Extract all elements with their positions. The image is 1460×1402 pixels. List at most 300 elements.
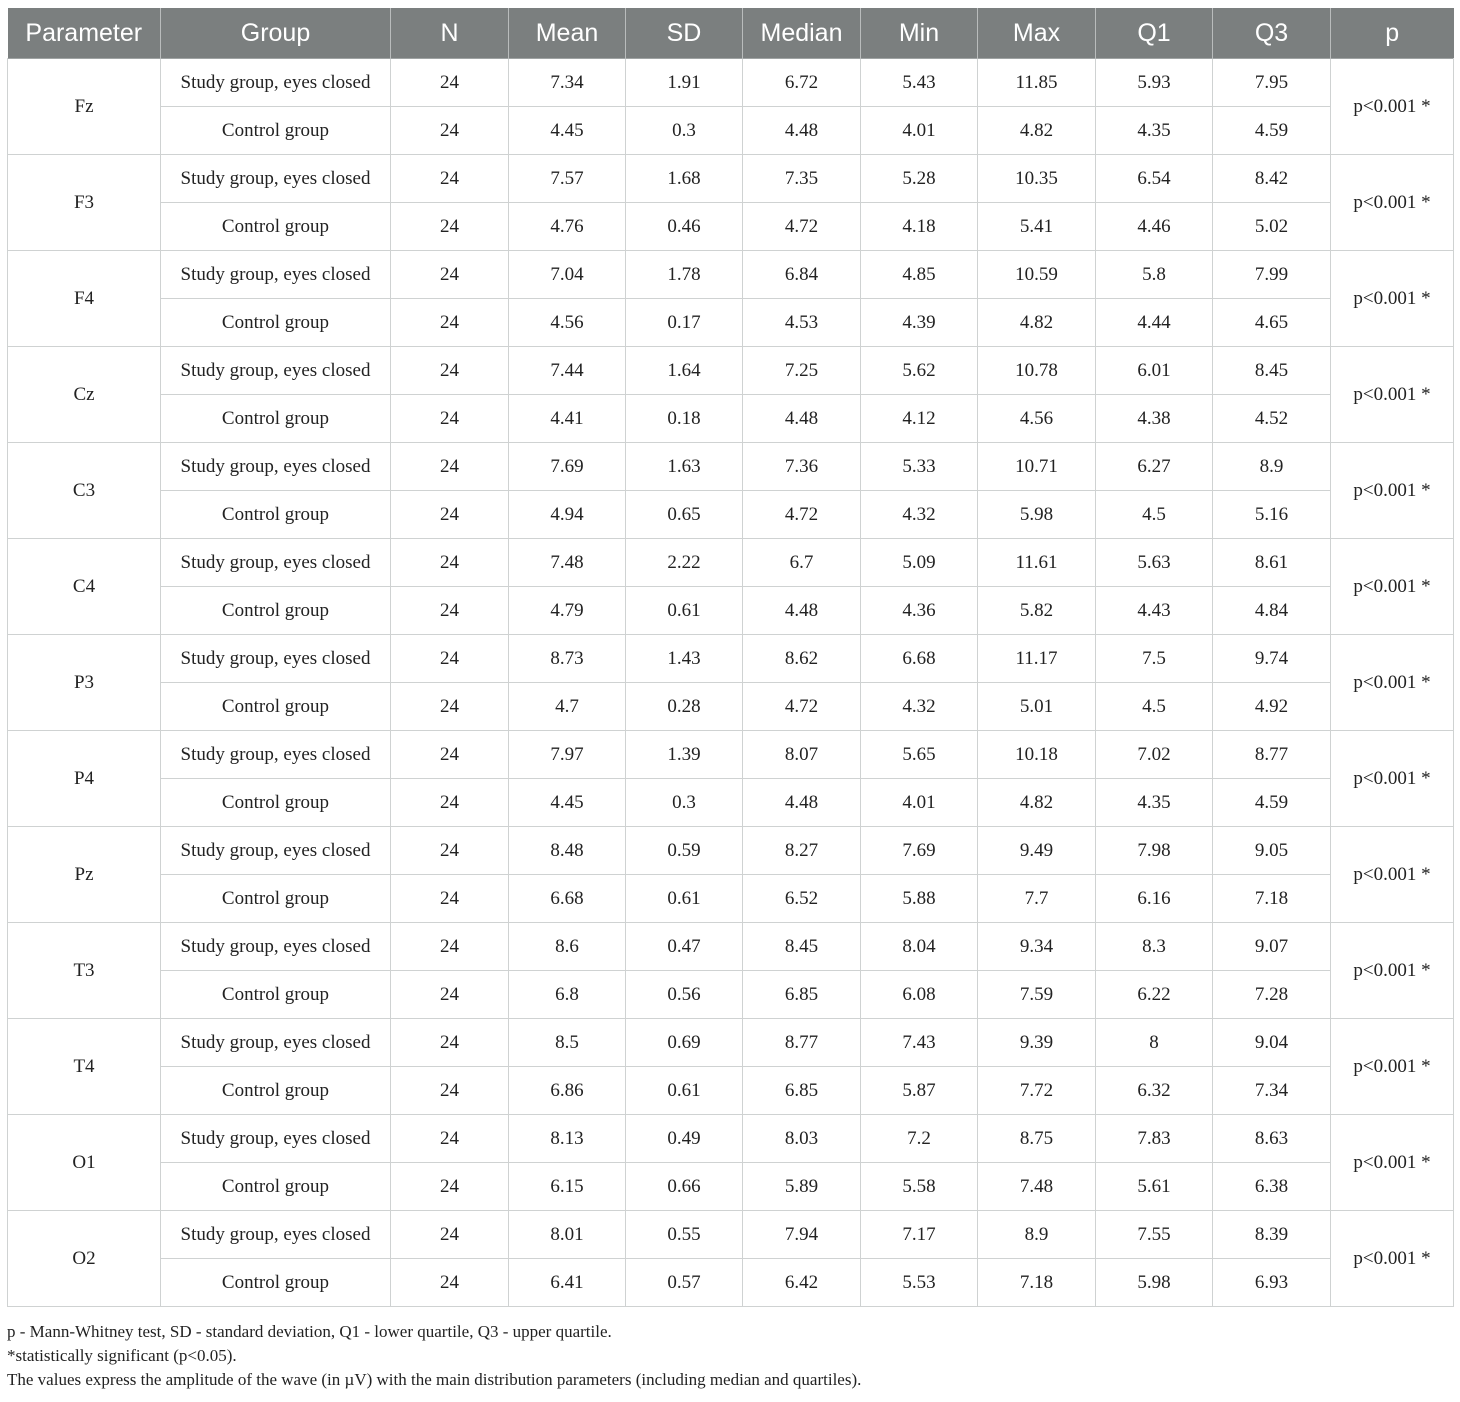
n-cell: 24 <box>391 1115 509 1163</box>
sd-cell: 2.22 <box>626 539 743 587</box>
footnote-significance: *statistically significant (p<0.05). <box>7 1346 237 1365</box>
min-cell: 4.01 <box>861 779 978 827</box>
parameter-cell: Fz <box>8 59 161 155</box>
group-cell: Study group, eyes closed <box>161 347 391 395</box>
q1-cell: 5.8 <box>1096 251 1213 299</box>
parameter-cell: F3 <box>8 155 161 251</box>
q3-cell: 9.05 <box>1213 827 1331 875</box>
table-footnotes <box>7 1320 1453 1392</box>
q3-cell: 6.93 <box>1213 1259 1331 1307</box>
max-cell: 7.59 <box>978 971 1096 1019</box>
n-cell: 24 <box>391 491 509 539</box>
q3-cell: 5.16 <box>1213 491 1331 539</box>
table-row <box>8 1115 1454 1163</box>
p-value-cell: p<0.001 * <box>1331 539 1454 635</box>
mean-cell: 4.79 <box>509 587 626 635</box>
min-cell: 5.43 <box>861 59 978 107</box>
median-cell: 7.35 <box>743 155 861 203</box>
group-cell: Control group <box>161 1067 391 1115</box>
sd-cell: 0.17 <box>626 299 743 347</box>
q3-cell: 5.02 <box>1213 203 1331 251</box>
p-value-cell: p<0.001 * <box>1331 731 1454 827</box>
mean-cell: 4.7 <box>509 683 626 731</box>
q1-cell: 4.38 <box>1096 395 1213 443</box>
min-cell: 5.87 <box>861 1067 978 1115</box>
n-cell: 24 <box>391 443 509 491</box>
min-cell: 4.36 <box>861 587 978 635</box>
q3-cell: 9.07 <box>1213 923 1331 971</box>
max-cell: 7.18 <box>978 1259 1096 1307</box>
table-row <box>8 299 1454 347</box>
median-cell: 6.7 <box>743 539 861 587</box>
q1-cell: 6.54 <box>1096 155 1213 203</box>
group-cell: Control group <box>161 491 391 539</box>
table-row <box>8 107 1454 155</box>
group-cell: Control group <box>161 299 391 347</box>
min-cell: 5.58 <box>861 1163 978 1211</box>
p-value-cell: p<0.001 * <box>1331 443 1454 539</box>
parameter-cell: C4 <box>8 539 161 635</box>
q1-cell: 5.63 <box>1096 539 1213 587</box>
group-cell: Control group <box>161 1163 391 1211</box>
parameter-cell: C3 <box>8 443 161 539</box>
mean-cell: 6.8 <box>509 971 626 1019</box>
header-sd: SD <box>626 8 743 59</box>
group-cell: Control group <box>161 779 391 827</box>
min-cell: 4.85 <box>861 251 978 299</box>
p-value-cell: p<0.001 * <box>1331 635 1454 731</box>
max-cell: 11.85 <box>978 59 1096 107</box>
min-cell: 4.01 <box>861 107 978 155</box>
n-cell: 24 <box>391 1259 509 1307</box>
max-cell: 8.75 <box>978 1115 1096 1163</box>
max-cell: 5.98 <box>978 491 1096 539</box>
n-cell: 24 <box>391 1019 509 1067</box>
median-cell: 4.53 <box>743 299 861 347</box>
group-cell: Study group, eyes closed <box>161 1211 391 1259</box>
parameter-cell: O1 <box>8 1115 161 1211</box>
table-row <box>8 1211 1454 1259</box>
group-cell: Study group, eyes closed <box>161 731 391 779</box>
n-cell: 24 <box>391 779 509 827</box>
table-row <box>8 971 1454 1019</box>
mean-cell: 4.45 <box>509 779 626 827</box>
q3-cell: 8.42 <box>1213 155 1331 203</box>
n-cell: 24 <box>391 107 509 155</box>
q1-cell: 6.01 <box>1096 347 1213 395</box>
group-cell: Control group <box>161 395 391 443</box>
table-row <box>8 395 1454 443</box>
min-cell: 5.53 <box>861 1259 978 1307</box>
n-cell: 24 <box>391 971 509 1019</box>
q3-cell: 4.65 <box>1213 299 1331 347</box>
max-cell: 4.82 <box>978 107 1096 155</box>
min-cell: 4.32 <box>861 491 978 539</box>
median-cell: 6.72 <box>743 59 861 107</box>
group-cell: Control group <box>161 107 391 155</box>
n-cell: 24 <box>391 1163 509 1211</box>
median-cell: 7.36 <box>743 443 861 491</box>
min-cell: 5.33 <box>861 443 978 491</box>
q3-cell: 4.92 <box>1213 683 1331 731</box>
max-cell: 9.34 <box>978 923 1096 971</box>
table-row <box>8 683 1454 731</box>
min-cell: 4.12 <box>861 395 978 443</box>
median-cell: 7.25 <box>743 347 861 395</box>
mean-cell: 6.68 <box>509 875 626 923</box>
sd-cell: 0.61 <box>626 1067 743 1115</box>
q3-cell: 6.38 <box>1213 1163 1331 1211</box>
q1-cell: 4.43 <box>1096 587 1213 635</box>
n-cell: 24 <box>391 395 509 443</box>
group-cell: Control group <box>161 683 391 731</box>
table-row <box>8 779 1454 827</box>
sd-cell: 1.68 <box>626 155 743 203</box>
median-cell: 4.48 <box>743 395 861 443</box>
q1-cell: 5.61 <box>1096 1163 1213 1211</box>
median-cell: 4.48 <box>743 779 861 827</box>
mean-cell: 8.6 <box>509 923 626 971</box>
sd-cell: 0.46 <box>626 203 743 251</box>
statistics-table <box>7 8 1454 1307</box>
table-row <box>8 731 1454 779</box>
sd-cell: 0.18 <box>626 395 743 443</box>
median-cell: 6.85 <box>743 1067 861 1115</box>
sd-cell: 0.28 <box>626 683 743 731</box>
median-cell: 8.77 <box>743 1019 861 1067</box>
max-cell: 9.39 <box>978 1019 1096 1067</box>
median-cell: 4.72 <box>743 683 861 731</box>
sd-cell: 0.65 <box>626 491 743 539</box>
q1-cell: 4.35 <box>1096 779 1213 827</box>
table-row <box>8 923 1454 971</box>
header-p: p <box>1331 8 1454 59</box>
sd-cell: 0.55 <box>626 1211 743 1259</box>
median-cell: 4.72 <box>743 203 861 251</box>
n-cell: 24 <box>391 731 509 779</box>
p-value-cell: p<0.001 * <box>1331 1115 1454 1211</box>
n-cell: 24 <box>391 203 509 251</box>
min-cell: 5.28 <box>861 155 978 203</box>
q3-cell: 8.45 <box>1213 347 1331 395</box>
q1-cell: 5.93 <box>1096 59 1213 107</box>
q1-cell: 7.55 <box>1096 1211 1213 1259</box>
q3-cell: 7.28 <box>1213 971 1331 1019</box>
group-cell: Control group <box>161 203 391 251</box>
parameter-cell: P3 <box>8 635 161 731</box>
q3-cell: 9.74 <box>1213 635 1331 683</box>
sd-cell: 0.3 <box>626 779 743 827</box>
median-cell: 4.72 <box>743 491 861 539</box>
table-row <box>8 827 1454 875</box>
max-cell: 9.49 <box>978 827 1096 875</box>
median-cell: 6.42 <box>743 1259 861 1307</box>
footnote-units: The values express the amplitude of the wave (in µV) with the main distribution parameters (including median and quartiles). <box>7 1370 862 1389</box>
sd-cell: 0.61 <box>626 875 743 923</box>
group-cell: Control group <box>161 875 391 923</box>
group-cell: Study group, eyes closed <box>161 827 391 875</box>
parameter-cell: P4 <box>8 731 161 827</box>
max-cell: 7.48 <box>978 1163 1096 1211</box>
mean-cell: 7.57 <box>509 155 626 203</box>
mean-cell: 4.76 <box>509 203 626 251</box>
min-cell: 4.18 <box>861 203 978 251</box>
n-cell: 24 <box>391 1211 509 1259</box>
sd-cell: 0.56 <box>626 971 743 1019</box>
q1-cell: 4.5 <box>1096 683 1213 731</box>
min-cell: 7.69 <box>861 827 978 875</box>
q1-cell: 4.35 <box>1096 107 1213 155</box>
sd-cell: 0.61 <box>626 587 743 635</box>
median-cell: 8.45 <box>743 923 861 971</box>
mean-cell: 8.01 <box>509 1211 626 1259</box>
p-value-cell: p<0.001 * <box>1331 251 1454 347</box>
table-row <box>8 1067 1454 1115</box>
max-cell: 10.35 <box>978 155 1096 203</box>
sd-cell: 1.39 <box>626 731 743 779</box>
header-median: Median <box>743 8 861 59</box>
max-cell: 4.82 <box>978 779 1096 827</box>
group-cell: Study group, eyes closed <box>161 443 391 491</box>
table-row <box>8 251 1454 299</box>
header-parameter: Parameter <box>8 8 161 59</box>
group-cell: Control group <box>161 971 391 1019</box>
median-cell: 8.03 <box>743 1115 861 1163</box>
group-cell: Study group, eyes closed <box>161 155 391 203</box>
mean-cell: 4.56 <box>509 299 626 347</box>
median-cell: 8.27 <box>743 827 861 875</box>
sd-cell: 0.49 <box>626 1115 743 1163</box>
group-cell: Study group, eyes closed <box>161 251 391 299</box>
max-cell: 8.9 <box>978 1211 1096 1259</box>
sd-cell: 0.69 <box>626 1019 743 1067</box>
sd-cell: 0.66 <box>626 1163 743 1211</box>
mean-cell: 7.34 <box>509 59 626 107</box>
group-cell: Study group, eyes closed <box>161 923 391 971</box>
mean-cell: 8.48 <box>509 827 626 875</box>
table-row <box>8 491 1454 539</box>
median-cell: 7.94 <box>743 1211 861 1259</box>
sd-cell: 0.3 <box>626 107 743 155</box>
q1-cell: 8.3 <box>1096 923 1213 971</box>
median-cell: 6.84 <box>743 251 861 299</box>
q3-cell: 7.95 <box>1213 59 1331 107</box>
q1-cell: 6.22 <box>1096 971 1213 1019</box>
median-cell: 8.62 <box>743 635 861 683</box>
table-row <box>8 347 1454 395</box>
parameter-cell: T4 <box>8 1019 161 1115</box>
mean-cell: 6.15 <box>509 1163 626 1211</box>
mean-cell: 4.41 <box>509 395 626 443</box>
sd-cell: 0.57 <box>626 1259 743 1307</box>
mean-cell: 6.86 <box>509 1067 626 1115</box>
n-cell: 24 <box>391 587 509 635</box>
table-row <box>8 1259 1454 1307</box>
q3-cell: 8.9 <box>1213 443 1331 491</box>
q1-cell: 8 <box>1096 1019 1213 1067</box>
table-row <box>8 443 1454 491</box>
q3-cell: 9.04 <box>1213 1019 1331 1067</box>
group-cell: Study group, eyes closed <box>161 59 391 107</box>
min-cell: 5.62 <box>861 347 978 395</box>
table-row <box>8 203 1454 251</box>
table-row <box>8 1163 1454 1211</box>
table-row <box>8 59 1454 107</box>
median-cell: 6.85 <box>743 971 861 1019</box>
parameter-cell: F4 <box>8 251 161 347</box>
sd-cell: 1.64 <box>626 347 743 395</box>
group-cell: Study group, eyes closed <box>161 1115 391 1163</box>
sd-cell: 1.43 <box>626 635 743 683</box>
sd-cell: 1.91 <box>626 59 743 107</box>
parameter-cell: Pz <box>8 827 161 923</box>
max-cell: 10.59 <box>978 251 1096 299</box>
q3-cell: 4.59 <box>1213 779 1331 827</box>
table-row <box>8 875 1454 923</box>
max-cell: 5.41 <box>978 203 1096 251</box>
n-cell: 24 <box>391 539 509 587</box>
p-value-cell: p<0.001 * <box>1331 1019 1454 1115</box>
table-row <box>8 155 1454 203</box>
q3-cell: 4.84 <box>1213 587 1331 635</box>
group-cell: Control group <box>161 1259 391 1307</box>
q3-cell: 7.18 <box>1213 875 1331 923</box>
max-cell: 7.7 <box>978 875 1096 923</box>
mean-cell: 7.97 <box>509 731 626 779</box>
q3-cell: 8.63 <box>1213 1115 1331 1163</box>
mean-cell: 8.5 <box>509 1019 626 1067</box>
min-cell: 7.43 <box>861 1019 978 1067</box>
header-q3: Q3 <box>1213 8 1331 59</box>
parameter-cell: T3 <box>8 923 161 1019</box>
min-cell: 7.17 <box>861 1211 978 1259</box>
group-cell: Study group, eyes closed <box>161 1019 391 1067</box>
q3-cell: 7.34 <box>1213 1067 1331 1115</box>
table-row <box>8 635 1454 683</box>
table-body <box>8 59 1454 1307</box>
q1-cell: 6.16 <box>1096 875 1213 923</box>
sd-cell: 1.63 <box>626 443 743 491</box>
q3-cell: 8.39 <box>1213 1211 1331 1259</box>
n-cell: 24 <box>391 827 509 875</box>
max-cell: 11.17 <box>978 635 1096 683</box>
sd-cell: 0.59 <box>626 827 743 875</box>
max-cell: 10.18 <box>978 731 1096 779</box>
q1-cell: 4.5 <box>1096 491 1213 539</box>
min-cell: 7.2 <box>861 1115 978 1163</box>
header-n: N <box>391 8 509 59</box>
p-value-cell: p<0.001 * <box>1331 1211 1454 1307</box>
n-cell: 24 <box>391 1067 509 1115</box>
max-cell: 7.72 <box>978 1067 1096 1115</box>
table-row <box>8 1019 1454 1067</box>
table-row <box>8 587 1454 635</box>
q3-cell: 4.52 <box>1213 395 1331 443</box>
mean-cell: 7.04 <box>509 251 626 299</box>
mean-cell: 7.44 <box>509 347 626 395</box>
min-cell: 4.32 <box>861 683 978 731</box>
sd-cell: 1.78 <box>626 251 743 299</box>
q1-cell: 7.83 <box>1096 1115 1213 1163</box>
q1-cell: 7.98 <box>1096 827 1213 875</box>
mean-cell: 7.48 <box>509 539 626 587</box>
q1-cell: 7.02 <box>1096 731 1213 779</box>
mean-cell: 4.94 <box>509 491 626 539</box>
table-row <box>8 539 1454 587</box>
min-cell: 5.65 <box>861 731 978 779</box>
max-cell: 5.82 <box>978 587 1096 635</box>
header-q1: Q1 <box>1096 8 1213 59</box>
q3-cell: 7.99 <box>1213 251 1331 299</box>
parameter-cell: Cz <box>8 347 161 443</box>
p-value-cell: p<0.001 * <box>1331 347 1454 443</box>
header-max: Max <box>978 8 1096 59</box>
max-cell: 11.61 <box>978 539 1096 587</box>
q1-cell: 7.5 <box>1096 635 1213 683</box>
p-value-cell: p<0.001 * <box>1331 923 1454 1019</box>
n-cell: 24 <box>391 635 509 683</box>
mean-cell: 4.45 <box>509 107 626 155</box>
q1-cell: 5.98 <box>1096 1259 1213 1307</box>
n-cell: 24 <box>391 875 509 923</box>
group-cell: Control group <box>161 587 391 635</box>
n-cell: 24 <box>391 923 509 971</box>
median-cell: 8.07 <box>743 731 861 779</box>
header-row <box>8 8 1454 59</box>
q1-cell: 6.32 <box>1096 1067 1213 1115</box>
p-value-cell: p<0.001 * <box>1331 59 1454 155</box>
max-cell: 10.71 <box>978 443 1096 491</box>
max-cell: 5.01 <box>978 683 1096 731</box>
header-min: Min <box>861 8 978 59</box>
min-cell: 4.39 <box>861 299 978 347</box>
max-cell: 4.82 <box>978 299 1096 347</box>
n-cell: 24 <box>391 59 509 107</box>
group-cell: Study group, eyes closed <box>161 539 391 587</box>
table-header <box>8 8 1454 59</box>
p-value-cell: p<0.001 * <box>1331 155 1454 251</box>
median-cell: 4.48 <box>743 107 861 155</box>
min-cell: 6.08 <box>861 971 978 1019</box>
q1-cell: 4.46 <box>1096 203 1213 251</box>
n-cell: 24 <box>391 683 509 731</box>
max-cell: 4.56 <box>978 395 1096 443</box>
p-value-cell: p<0.001 * <box>1331 827 1454 923</box>
median-cell: 6.52 <box>743 875 861 923</box>
q1-cell: 6.27 <box>1096 443 1213 491</box>
q1-cell: 4.44 <box>1096 299 1213 347</box>
q3-cell: 8.61 <box>1213 539 1331 587</box>
header-group: Group <box>161 8 391 59</box>
mean-cell: 8.13 <box>509 1115 626 1163</box>
mean-cell: 8.73 <box>509 635 626 683</box>
footnote-abbreviations: p - Mann-Whitney test, SD - standard deviation, Q1 - lower quartile, Q3 - upper quartile. <box>7 1322 612 1341</box>
min-cell: 5.88 <box>861 875 978 923</box>
parameter-cell: O2 <box>8 1211 161 1307</box>
min-cell: 5.09 <box>861 539 978 587</box>
q3-cell: 8.77 <box>1213 731 1331 779</box>
n-cell: 24 <box>391 299 509 347</box>
q3-cell: 4.59 <box>1213 107 1331 155</box>
group-cell: Study group, eyes closed <box>161 635 391 683</box>
median-cell: 5.89 <box>743 1163 861 1211</box>
sd-cell: 0.47 <box>626 923 743 971</box>
max-cell: 10.78 <box>978 347 1096 395</box>
min-cell: 6.68 <box>861 635 978 683</box>
n-cell: 24 <box>391 347 509 395</box>
header-mean: Mean <box>509 8 626 59</box>
n-cell: 24 <box>391 155 509 203</box>
